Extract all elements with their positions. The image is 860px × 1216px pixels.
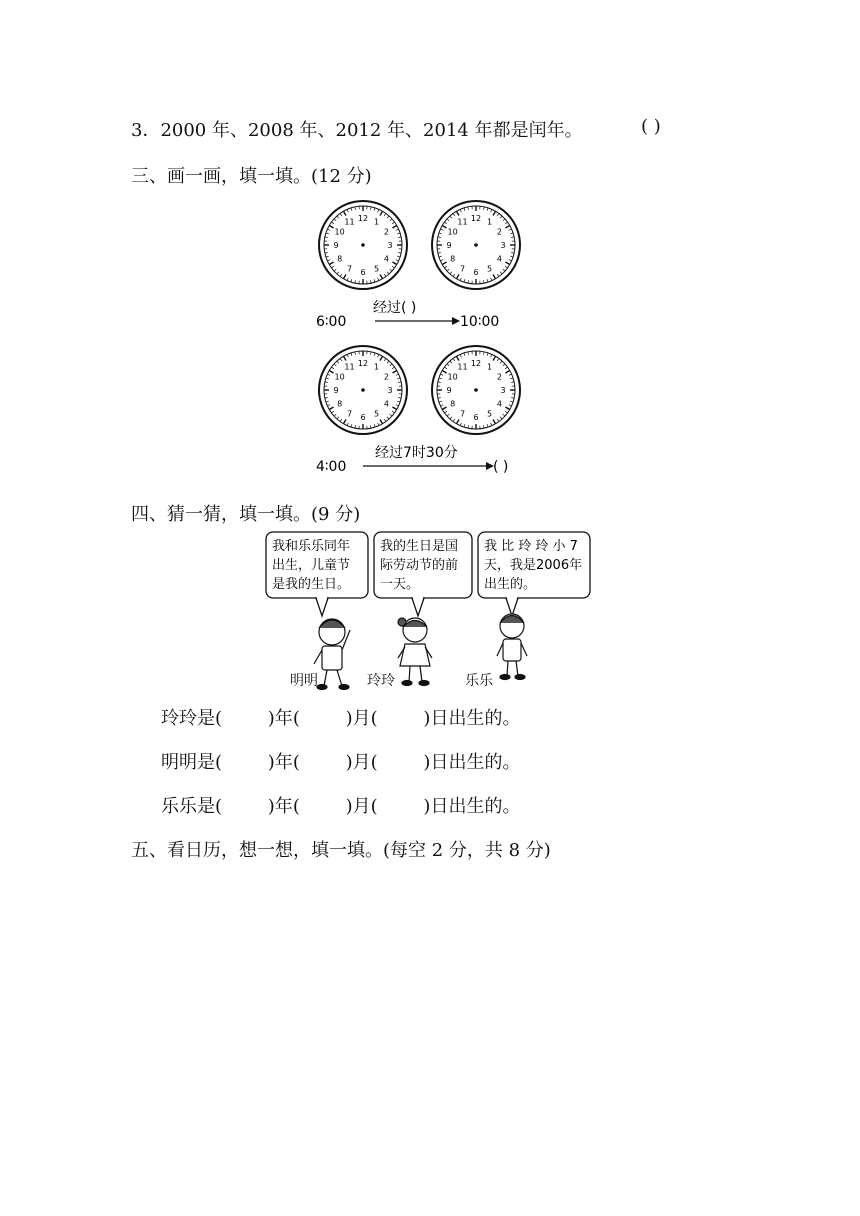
clock-number: 3 <box>500 241 506 250</box>
svg-text:我 比 玲 玲 小 7: 我 比 玲 玲 小 7 <box>484 539 578 554</box>
clock-number: 12 <box>357 214 369 223</box>
svg-text:天，我是2006年: 天，我是2006年 <box>484 558 583 573</box>
svg-text:我的生日是国: 我的生日是国 <box>380 539 459 554</box>
name-mingming: 明明 <box>290 673 318 689</box>
clock-number: 10 <box>334 372 345 382</box>
clock-number: 6 <box>360 268 366 277</box>
clock-number: 10 <box>447 227 458 237</box>
clock-number: 2 <box>383 227 389 237</box>
clock-start-row2[interactable] <box>319 346 407 434</box>
clock-number: 4 <box>496 254 502 264</box>
clock-end-row1[interactable] <box>432 201 520 289</box>
row2-start-time: 4∶00 <box>316 459 347 475</box>
clock-number: 9 <box>333 386 339 395</box>
svg-text:出生，儿童节: 出生，儿童节 <box>272 558 351 573</box>
clock-number: 6 <box>473 413 479 422</box>
svg-text:出生的。: 出生的。 <box>484 577 537 592</box>
clock-number: 1 <box>486 217 493 227</box>
clock-number: 6 <box>360 413 366 422</box>
clock-number: 10 <box>447 372 458 382</box>
clock-number: 9 <box>446 241 452 250</box>
clock-number: 1 <box>486 362 493 372</box>
clock-number: 7 <box>346 264 353 274</box>
row1-end-time: 10∶00 <box>460 314 500 330</box>
svg-text:际劳动节的前: 际劳动节的前 <box>380 558 459 573</box>
boy-mingming-figure <box>314 619 350 690</box>
name-lele: 乐乐 <box>465 673 493 689</box>
clock-number: 12 <box>470 214 482 223</box>
clock-number: 7 <box>459 264 466 274</box>
row1-arrow-label[interactable]: 经过( ) <box>373 300 417 316</box>
answer-blank-q3[interactable]: ( ) <box>641 116 661 137</box>
clock-number: 1 <box>373 362 380 372</box>
clock-number: 9 <box>333 241 339 250</box>
svg-text:是我的生日。: 是我的生日。 <box>272 577 351 592</box>
speech-bubble-lele <box>478 532 590 616</box>
clock-number: 11 <box>457 362 468 372</box>
row2-end-blank[interactable]: ( ) <box>493 459 509 475</box>
name-lingling: 玲玲 <box>367 673 395 689</box>
kids-illustration <box>262 530 602 690</box>
blank-line-lele[interactable]: 乐乐是( )年( )月( )日出生的。 <box>161 796 521 817</box>
clock-number: 2 <box>496 227 502 237</box>
clock-number: 2 <box>383 372 389 382</box>
section-3-title: 三、画一画，填一填。(12 分) <box>131 166 372 187</box>
clock-number: 1 <box>373 217 380 227</box>
clock-number: 11 <box>344 362 355 372</box>
svg-text:我和乐乐同年: 我和乐乐同年 <box>272 539 351 554</box>
row1-arrowhead <box>452 317 460 325</box>
clock-number: 8 <box>337 399 343 409</box>
speech-bubble-mingming <box>266 532 368 616</box>
clock-number: 11 <box>344 217 355 227</box>
clock-number: 5 <box>486 264 493 274</box>
blank-line-lingling[interactable]: 玲玲是( )年( )月( )日出生的。 <box>161 708 521 729</box>
svg-text:一天。: 一天。 <box>380 577 420 592</box>
clock-end-row2[interactable] <box>432 346 520 434</box>
speech-bubble-lingling <box>374 532 472 616</box>
clock-number: 5 <box>373 264 380 274</box>
clock-number: 8 <box>450 399 456 409</box>
question-3: 3．2000 年、2008 年、2012 年、2014 年都是闰年。 <box>131 120 583 141</box>
clock-number: 9 <box>446 386 452 395</box>
clock-number: 12 <box>470 359 482 368</box>
clock-number: 4 <box>383 399 389 409</box>
boy-lele-figure <box>497 614 527 680</box>
clock-start-row1[interactable] <box>319 201 407 289</box>
clock-number: 11 <box>457 217 468 227</box>
row1-start-time: 6∶00 <box>316 314 347 330</box>
clock-number: 2 <box>496 372 502 382</box>
clock-number: 12 <box>357 359 369 368</box>
clock-number: 4 <box>383 254 389 264</box>
section-5-title: 五、看日历，想一想，填一填。(每空 2 分，共 8 分) <box>131 840 551 861</box>
clock-number: 5 <box>373 409 380 419</box>
clock-number: 3 <box>387 241 393 250</box>
section-4-title: 四、猜一猜，填一填。(9 分) <box>131 504 361 525</box>
clock-number: 5 <box>486 409 493 419</box>
girl-lingling-figure <box>398 618 432 686</box>
clock-number: 6 <box>473 268 479 277</box>
blank-line-mingming[interactable]: 明明是( )年( )月( )日出生的。 <box>161 752 521 773</box>
clock-number: 8 <box>450 254 456 264</box>
clock-number: 8 <box>337 254 343 264</box>
row2-arrow-label: 经过7时30分 <box>375 445 458 461</box>
clock-figure <box>300 195 560 485</box>
clock-number: 3 <box>500 386 506 395</box>
clock-number: 7 <box>346 409 353 419</box>
clock-number: 10 <box>334 227 345 237</box>
clock-number: 3 <box>387 386 393 395</box>
clock-number: 7 <box>459 409 466 419</box>
clock-number: 4 <box>496 399 502 409</box>
